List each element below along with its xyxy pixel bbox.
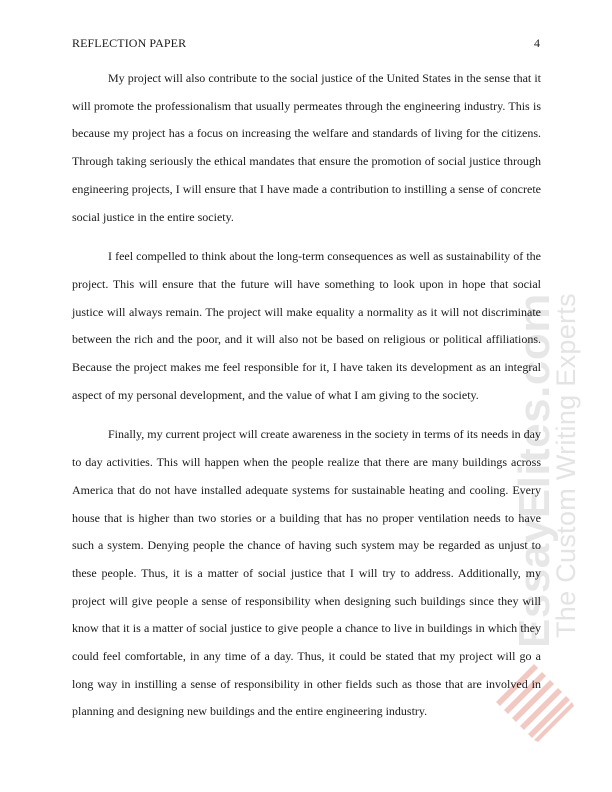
paragraph: I feel compelled to think about the long-term consequences as well as sustainability of the project. This will ensure that the future will have something to look upon in hope that social justice will always remain. The project will make equality a normality as it will not discriminate between the rich and the poor, and it will also not be based on religious or political affiliations. Because the project makes me feel responsible for it, I have taken its development as an integral aspect of my personal development, and the value of what I am giving to the society.	[72, 249, 541, 402]
watermark-brand: EssayElites.com	[510, 293, 559, 648]
paragraph: My project will also contribute to the social justice of the United States in the sense that it will promote the professionalism that usually permeates through the engineering industry. This is because my project has a focus on increasing the welfare and standards of living for the citizens. Through taking seriously the ethical mandates that ensure the promotion of social justice through engineering projects, I will ensure that I have made a contribution to instilling a sense of concrete social justice in the entire society.	[72, 71, 541, 224]
running-head: REFLECTION PAPER	[72, 36, 187, 50]
body-text	[72, 65, 541, 738]
paragraph: Finally, my current project will create awareness in the society in terms of its needs in day to day activities. This will happen when the people realize that there are many buildings across America that do not have installed adequate systems for sustainable heating and cooling. Every house that is higher than two stories or a building that has no proper ventilation needs to have such a system. Denying people the chance of having such system may be regarded as unjust to these people. Thus, it is a matter of social justice that I will try to address. Additionally, my project will give people a sense of responsibility when designing such buildings since they will know that it is a matter of social justice to give people a chance to live in buildings in which they could feel comfortable, in any time of a day. Thus, it could be stated that my project will go a long way in instilling a sense of responsibility in other fields such as those that are involved in planning and designing new buildings and the entire engineering industry.	[72, 427, 541, 719]
watermark-tagline: The Custom Writing Experts	[551, 293, 581, 638]
page-number: 4	[534, 36, 540, 50]
